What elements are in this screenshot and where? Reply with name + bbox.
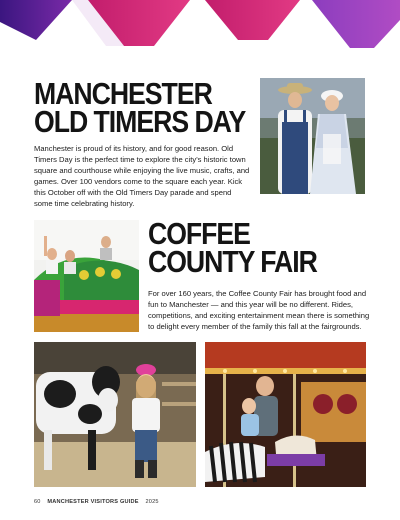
photo-girl-with-calf — [34, 342, 196, 487]
guide-year: 2025 — [145, 499, 159, 505]
guide-name: MANCHESTER VISITORS GUIDE — [47, 499, 139, 505]
page-footer — [34, 499, 164, 505]
photo-fair-ride — [34, 220, 139, 332]
section-body-coffee-county: For over 160 years, the Coffee County Fair has brought food and fun to Manchester — and this year will be no different. Rides, competitions, and exciting entertainment mean there is something to delight every member of the family this fall at the fairgrounds. — [148, 289, 370, 331]
section-title-old-timers — [34, 76, 246, 139]
page-number: 60 — [34, 499, 41, 505]
section-body-old-timers: Manchester is proud of its history, and for good reason. Old Timers Day is the perfect time to explore the city's historic town square and courthouse while enjoying the live music, crafts, and games. Over 100 vendors come to the square each year. Kick this October off with the Old Timers Day parade and spend some time celebrating history. — [34, 144, 250, 208]
photo-old-timers-couple — [260, 78, 365, 194]
photo-carousel — [205, 342, 366, 487]
title-line: COFFEE — [148, 216, 250, 251]
title-line: COUNTY FAIR — [148, 244, 317, 279]
title-line: MANCHESTER — [34, 76, 212, 111]
title-line: OLD TIMERS DAY — [34, 104, 246, 139]
chevron-banner — [0, 0, 400, 48]
section-title-coffee-county — [148, 216, 317, 279]
